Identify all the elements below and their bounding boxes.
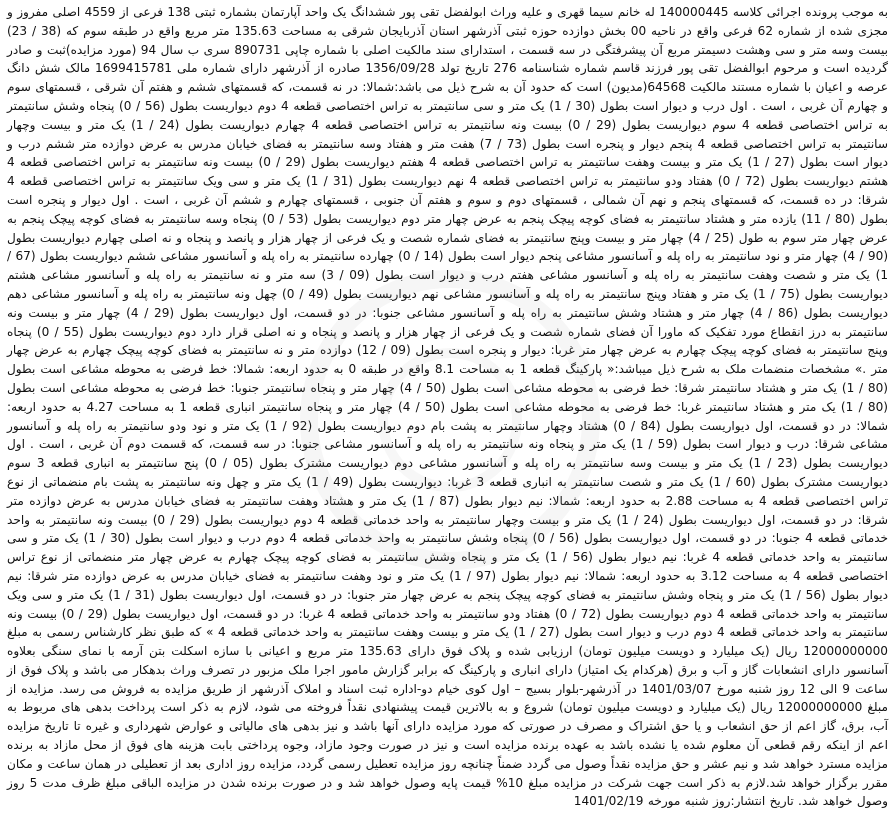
notice-body-text: به موجب پرونده اجرائی کلاسه 140000445 له خانم سیما قهری و علیه وراث ابولفضل تقی پور ششدانگ یک واحد آپارتمان بشماره ثبتی 138 فرعی از 4559 اصلی مفروز و مجزی شده از شماره 62 فرعی واقع در ناحیه 00 بخش دوازده حوزه ثبتی آذرشهر استان آذربایجان شرقی به مساحت 135.63 متر مربع واقع در طبقه سوم که (38 / 23) بیست وسه متر و سی وهشت دسیمتر مربع آن پیشرفتگی در سه قسمت ، استدارای سند مالکیت اصلی با شماره چاپی 890731 سری ب سال 94 (مورد مزایده)ثبت و صادر گردیده است و مرحوم ابوالفضل تقی پور فرزند قاسم شماره شناسنامه 276 تاریخ تولد 1356/09/28 صادره از آذرشهر دارای شماره ملی 1699415781 مالک شش دانگ عرصه و اعیان با شماره مستند مالکیت 64568(مدیون) است که حدود آن به شرح ذیل می باشد:شمالا: در نه قسمت، که قسمتهای ششم و هفتم آن شرقی ، قسمتهای سوم و چهارم آن غربی ، است . اول درب و دیوار است بطول (30 / 1) یک متر و سی سانتیمتر به تراس اختصاصی قطعه 4 دوم دیواریست بطول (56 / 0) پنجاه وشش سانتیمتر به تراس اختصاصی قطعه 4 سوم دیواریست بطول (29 / 0) بیست ونه سانتیمتر به تراس اختصاصی قطعه 4 چهارم دیواریست بطول (24 / 1) یک متر و بیست وچهار سانتیمتر به تراس اختصاصی قطعه 4 پنجم دیوار و پنجره است بطول (73 / 7) هفت متر و هفتاد وسه سانتیمتر به فضای خیابان مدرس به عرض دوازده متر ششم درب و دیوار است بطول (27 / 1) یک متر و بیست وهفت سانتیمتر به تراس اختصاصی قطعه 4 هفتم دیواریست بطول (29 / 0) بیست ونه سانتیمتر به تراس اختصاصی قطعه 4 هشتم دیواریست بطول (72 / 0) هفتاد ودو سانتیمتر به تراس اختصاصی قطعه 4 نهم دیواریست بطول (31 / 1) یک متر و سی ویک سانتیمتر به تراس اختصاصی قطعه 4 شرقا: در ده قسمت، که قسمتهای پنجم و نهم آن شمالی ، قسمتهای دوم و سوم و هفتم آن جنوبی ، قسمتهای چهارم و ششم آن غربی ، است . اول دیوار و پنجره است بطول (80 / 11) یازده متر و هشتاد سانتیمتر به فضای کوچه پیچک پنجم به عرض چهار متر دوم دیواریست بطول (53 / 0) پنجاه وسه سانتیمتر به فضای کوچه پیچک پنجم به عرض چهار متر سوم به طول (25 / 4) چهار متر و بیست وپنج سانتیمتر به فضای شماره شصت و یک فرعی از چهار هزار و پانصد و پنجاه و نه اصلی چهارم دیواریست بطول (90 / 4) چهار متر و نود سانتیمتر به راه پله و آسانسور مشاعی پنجم دیوار است بطول (14 / 0) چهارده سانتیمتر به راه پله و آسانسور مشاعی ششم دیواریست بطول (67 / 1) یک متر و شصت وهفت سانتیمتر به راه پله و آسانسور مشاعی هفتم درب و دیوار است بطول (09 / 3) سه متر و نه سانتیمتر به راه پله و آسانسور مشاعی هشتم دیواریست بطول (75 / 1) یک متر و هفتاد وپنج سانتیمتر به راه پله و آسانسور مشاعی نهم دیواریست بطول (49 / 0) چهل ونه سانتیمتر به راه پله و آسانسور مشاعی دهم دیواریست بطول (86 / 4) چهار متر و هشتاد وشش سانتیمتر به راه پله و آسانسور مشاعی جنوبا: در دو قسمت، اول دیواریست بطول (29 / 4) چهار متر و بیست ونه سانتیمتر به درز انقطاع مورد تفکیک که ماورا آن فضای شماره شصت و یک فرعی از چهار هزار و پانصد و پنجاه و نه اصلی قرار دارد دوم دیواریست بطول (55 / 0) پنجاه وپنج سانتیمتر به فضای کوچه پیچک چهارم به عرض چهار متر غربا: دیوار و پنجره است بطول (09 / 12) دوازده متر و نه سانتیمتر به فضای کوچه پیچک چهارم به عرض چهار متر .» مشخصات منضمات ملک به شرح ذیل میباشد:« پارکینگ قطعه 1 به مساحت 8.1 واقع در طبقه 0 به حدود اربعه: شمالا: خط فرضی به محوطه مشاعی است بطول (80 / 1) یک متر و هشتاد سانتیمتر شرقا: خط فرضی به محوطه مشاعی است بطول (50 / 4) چهار متر و پنجاه سانتیمتر جنوبا: خط فرضی به محوطه مشاعی است بطول (80 / 1) یک متر و هشتاد سانتیمتر غربا: خط فرضی به محوطه مشاعی است بطول (50 / 4) چهار متر و پنجاه سانتیمتر انباری قطعه 1 به مساحت 4.27 به حدود اربعه: شمالا: در دو قسمت، اول دیواریست بطول (84 / 0) هشتاد وچهار سانتیمتر به پشت بام دوم دیواریست بطول (92 / 1) یک متر و نود ودو سانتیمتر به راه پله و آسانسور مشاعی شرقا: درب و دیوار است بطول (59 / 1) یک متر و پنجاه ونه سانتیمتر به راه پله و آسانسور مشاعی جنوبا: در سه قسمت، که قسمت دوم آن غربی ، است . اول دیواریست بطول (23 / 1) یک متر و بیست وسه سانتیمتر به راه پله و آسانسور مشاعی دوم دیواریست مشترک بطول (05 / 0) پنج سانتیمتر به انباری قطعه 3 سوم دیواریست مشترک بطول (60 / 1) یک متر و شصت سانتیمتر به انباری قطعه 3 غربا: دیواریست بطول (49 / 1) یک متر و چهل ونه سانتیمتر به پشت بام منضماتی از نوع تراس اختصاصی قطعه 4 به مساحت 2.88 به حدود اربعه: شمالا: نیم دیوار بطول (87 / 1) یک متر و هشتاد وهفت سانتیمتر به فضای خیابان مدرس به عرض دوازده متر شرقا: در دو قسمت، اول دیواریست بطول (24 / 1) یک متر و بیست وچهار سانتیمتر به واحد خدماتی قطعه 4 دوم دیواریست بطول (29 / 0) بیست ونه سانتیمتر به واحد خدماتی قطعه 4 جنوبا: در دو قسمت، اول دیواریست بطول (56 / 0) پنجاه وشش سانتیمتر به واحد خدماتی قطعه 4 دوم درب و دیوار است بطول (30 / 1) یک متر و سی سانتیمتر به واحد خدماتی قطعه 4 غربا: نیم دیوار بطول (56 / 1) یک متر و پنجاه وشش سانتیمتر به فضای کوچه پیچک چهارم به عرض چهار متر منضماتی از نوع تراس اختصاصی قطعه 4 به مساحت 3.12 به حدود اربعه: شمالا: نیم دیوار بطول (97 / 1) یک متر و نود وهفت سانتیمتر به فضای خیابان مدرس به عرض دوازده متر شرقا: نیم دیوار بطول (56 / 1) یک متر و پنجاه وشش سانتیمتر به فضای کوچه پیچک پنجم به عرض چهار متر جنوبا: در دو قسمت، اول دیواریست بطول (31 / 1) یک متر و سی ویک سانتیمتر به واحد خدماتی قطعه 4 دوم دیواریست بطول (72 / 0) هفتاد ودو سانتیمتر به واحد خدماتی قطعه 4 غربا: در دو قسمت، اول دیواریست بطول (29 / 0) بیست ونه سانتیمتر به واحد خدماتی قطعه 4 دوم درب و دیوار است بطول (27 / 1) یک متر و بیست وهفت سانتیمتر به واحد خدماتی قطعه 4 » که طبق نظر کارشناس رسمی به مبلغ 12000000000 ریال (یک میلیارد و دویست میلیون تومان) ارزیابی شده و پلاک فوق دارای 135.63 متر مربع و اعیانی با سازه اسکلت بتن آرمه با نمای سنگی بعلاوه آسانسور دارای انشعابات گاز و آب و برق (هرکدام یک امتیاز) دارای انباری و پارکینگ که برابر گزارش مامور اجرا ملک مزبور در تصرف وراث بدهکار می باشد و پلاک فوق از ساعت 9 الی 12 روز شنبه مورخ 1401/03/07 در آذرشهر-بلوار بسیج – اول کوی خیام دو-اداره ثبت اسناد و املاک آذرشهر از طریق مزایده به فروش می رسد. مزایده از مبلغ 12000000000 ریال (یک میلیارد و دویست میلیون تومان) شروع و به بالاترین قیمت پیشنهادی نقداً فروخته می شود، لازم به ذکر است پرداخت بدهی های مربوط به آب، برق، گاز اعم از حق انشعاب و یا حق اشتراک و مصرف در صورتی که مورد مزایده دارای آنها باشد و نیز بدهی های مالیاتی و عوارض شهرداری و غیره تا تاریخ مزایده اعم از اینکه رقم قطعی آن معلوم شده یا نشده باشد به عهده برنده مزایده است و نیز در صورت وجود مازاد، وجوه پرداختی بابت هزینه های فوق از محل مازاد به برنده مزایده مسترد خواهد شد و نیم عشر و حق مزایده نقداً وصول می گردد ضمناً چنانچه روز مزایده تعطیل رسمی گردد، مزایده روز اداری بعد از تعطیلی در همان ساعت و مکان مقرر برگزار خواهد شد.لازم به ذکر است جهت شرکت در مزایده مبلغ 10% قیمت پایه وصول خواهد شد و در صورت برنده شدن در مزایده الباقی مبلغ ظرف مدت 5 روز وصول خواهد شد. تاریخ انتشار:روز شنبه مورخه 1401/02/19 bbox=[7, 5, 889, 809]
